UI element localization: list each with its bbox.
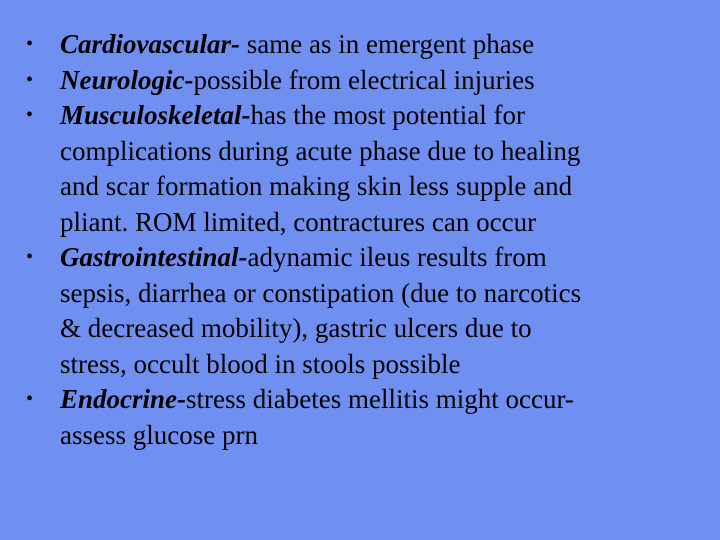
bullet-text: adynamic ileus results from [247,242,547,272]
bullet-text: same as in emergent phase [240,29,535,59]
list-item-gastrointestinal [26,240,706,382]
bullet-line [60,27,706,63]
bullet-line: complications during acute phase due to healing [60,135,581,166]
bullet-line: and scar formation making skin less supple and [60,171,573,201]
bullet-line [60,240,706,276]
bullet-icon: • [26,246,34,268]
list-item-cardiovascular [26,27,706,63]
bullet-line: sepsis, diarrhea or constipation (due to narcotics [60,277,582,308]
bullet-icon: • [26,388,34,410]
bullet-line [60,63,706,99]
bullet-line: stress, occult blood in stools possible [60,348,461,379]
list-item-musculoskeletal [26,98,706,240]
bullet-text: possible from electrical injuries [193,64,535,95]
bullet-term: Gastrointestinal- [60,242,248,272]
bullet-list [26,27,706,453]
bullet-line [60,98,706,134]
bullet-text: has the most potential for [250,100,525,130]
bullet-term: Musculoskeletal- [60,100,251,130]
bullet-icon: • [26,68,34,91]
bullet-text: stress diabetes mellitis might occur- [186,384,574,414]
bullet-line: assess glucose prn [60,419,258,450]
bullet-term: Endocrine- [60,384,187,414]
bullet-line: pliant. ROM limited, contractures can occur [60,206,537,237]
list-item-neurologic [26,63,706,99]
list-item-endocrine [26,382,706,453]
bullet-line [60,382,706,418]
bullet-term: Cardiovascular- [60,29,241,59]
bullet-term: Neurologic- [60,64,194,95]
bullet-icon: • [26,33,34,55]
bullet-line: & decreased mobility), gastric ulcers due to [60,313,532,343]
bullet-icon: • [26,104,34,126]
